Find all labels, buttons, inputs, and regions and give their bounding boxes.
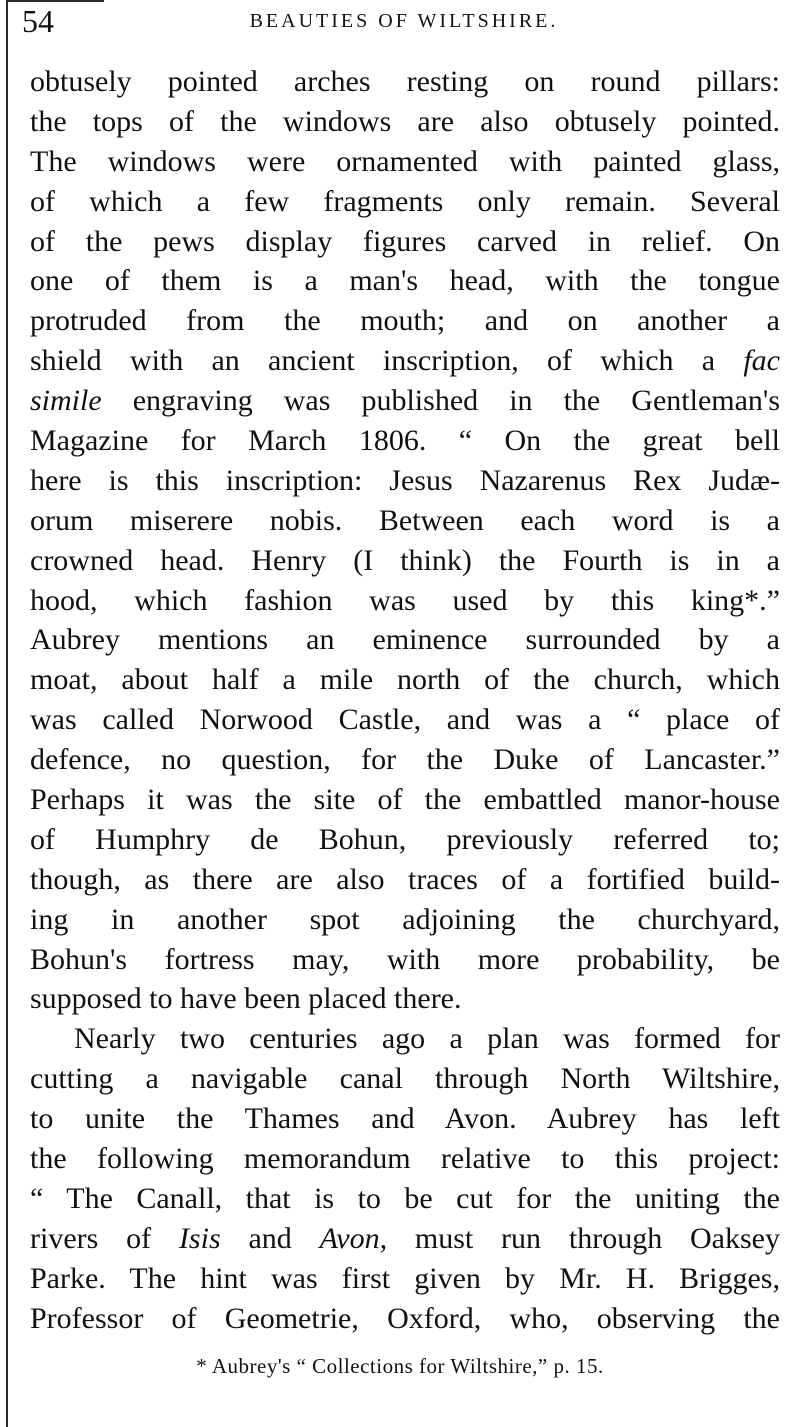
text-line	[30, 979, 780, 1019]
body-text	[30, 62, 780, 1339]
footnote: * Aubrey's “ Collections for Wiltshire,” p. 15.	[196, 1354, 604, 1378]
line-text: ing in another spot adjoining the churchyard,	[30, 902, 780, 936]
line-text: of Humphry de Bohun, previously referred to;	[30, 822, 780, 856]
italic-text: fac	[743, 344, 780, 378]
line-text: orum miserere nobis. Between each word is a	[30, 503, 780, 537]
line-text: Nearly two centuries ago a plan was formed for	[74, 1022, 780, 1056]
text-line	[30, 1179, 780, 1219]
text-line	[30, 541, 780, 581]
line-text: rivers of	[30, 1221, 179, 1255]
line-text: “ The Canall, that is to be cut for the uniting the	[30, 1181, 780, 1215]
line-text: must run through Oaksey	[387, 1221, 780, 1255]
text-line	[30, 381, 780, 421]
text-line	[30, 940, 780, 980]
text-line	[30, 620, 780, 660]
line-text: shield with an ancient inscription, of which a	[30, 344, 744, 378]
line-text: hood, which fashion was used by this king*.”	[30, 583, 780, 617]
line-text: to unite the Thames and Avon. Aubrey has left	[30, 1102, 780, 1136]
line-text: one of them is a man's head, with the tongue	[30, 264, 780, 298]
italic-text: Avon,	[319, 1221, 388, 1255]
text-line	[30, 301, 780, 341]
text-line	[30, 142, 780, 182]
page-edge-line	[6, 0, 8, 1427]
line-text: cutting a navigable canal through North Wiltshire,	[30, 1062, 780, 1096]
text-line	[30, 1219, 780, 1259]
text-line	[30, 62, 780, 102]
line-text: crowned head. Henry (I think) the Fourth is in a	[30, 543, 780, 577]
text-line	[30, 341, 780, 381]
text-line	[30, 740, 780, 780]
text-line	[30, 581, 780, 621]
line-text: Parke. The hint was first given by Mr. H. Brigges,	[30, 1261, 780, 1295]
line-text: was called Norwood Castle, and was a “ place of	[30, 703, 780, 737]
line-text: moat, about half a mile north of the church, which	[30, 663, 780, 697]
line-text: here is this inscription: Jesus Nazarenus Rex Judæ-	[30, 463, 780, 497]
line-text: engraving was published in the Gentleman's	[101, 384, 780, 418]
text-line	[30, 261, 780, 301]
text-line	[30, 1259, 780, 1299]
italic-text: simile	[30, 384, 102, 418]
text-line	[30, 820, 780, 860]
text-line	[30, 461, 780, 501]
line-text: Perhaps it was the site of the embattled manor-house	[30, 783, 780, 817]
text-line	[30, 860, 780, 900]
line-text: Bohun's fortress may, with more probability, be	[30, 942, 780, 976]
line-text: The windows were ornamented with painted glass,	[30, 144, 780, 178]
page-number: 54	[22, 3, 54, 39]
text-line	[30, 1299, 780, 1339]
text-line	[30, 1099, 780, 1139]
text-line	[30, 501, 780, 541]
text-line	[30, 182, 780, 222]
text-line	[30, 900, 780, 940]
text-line	[30, 780, 780, 820]
italic-text: Isis	[178, 1221, 221, 1255]
line-text: protruded from the mouth; and on another a	[30, 304, 780, 338]
text-line	[30, 1019, 780, 1059]
line-text: of the pews display figures carved in relief. On	[30, 224, 780, 258]
running-head: BEAUTIES OF WILTSHIRE.	[249, 10, 559, 32]
text-line	[30, 222, 780, 262]
line-text: defence, no question, for the Duke of Lancaster.”	[30, 743, 780, 777]
text-line	[30, 102, 780, 142]
text-line	[30, 421, 780, 461]
text-line	[30, 1139, 780, 1179]
line-text: the following memorandum relative to this project:	[30, 1142, 780, 1176]
text-line	[30, 700, 780, 740]
text-line	[30, 660, 780, 700]
line-text: Aubrey mentions an eminence surrounded by a	[30, 623, 780, 657]
text-line	[30, 1059, 780, 1099]
line-text: of which a few fragments only remain. Several	[30, 184, 780, 218]
line-text: though, as there are also traces of a fortified build-	[30, 862, 780, 896]
line-text: supposed to have been placed there.	[30, 982, 462, 1016]
page-header	[16, 2, 792, 46]
line-text: and	[220, 1221, 320, 1255]
line-text: the tops of the windows are also obtusely pointed.	[30, 104, 780, 138]
line-text: obtusely pointed arches resting on round pillars:	[30, 65, 780, 98]
line-text: Professor of Geometrie, Oxford, who, observing the	[30, 1301, 780, 1335]
line-text: Magazine for March 1806. “ On the great bell	[30, 424, 780, 458]
